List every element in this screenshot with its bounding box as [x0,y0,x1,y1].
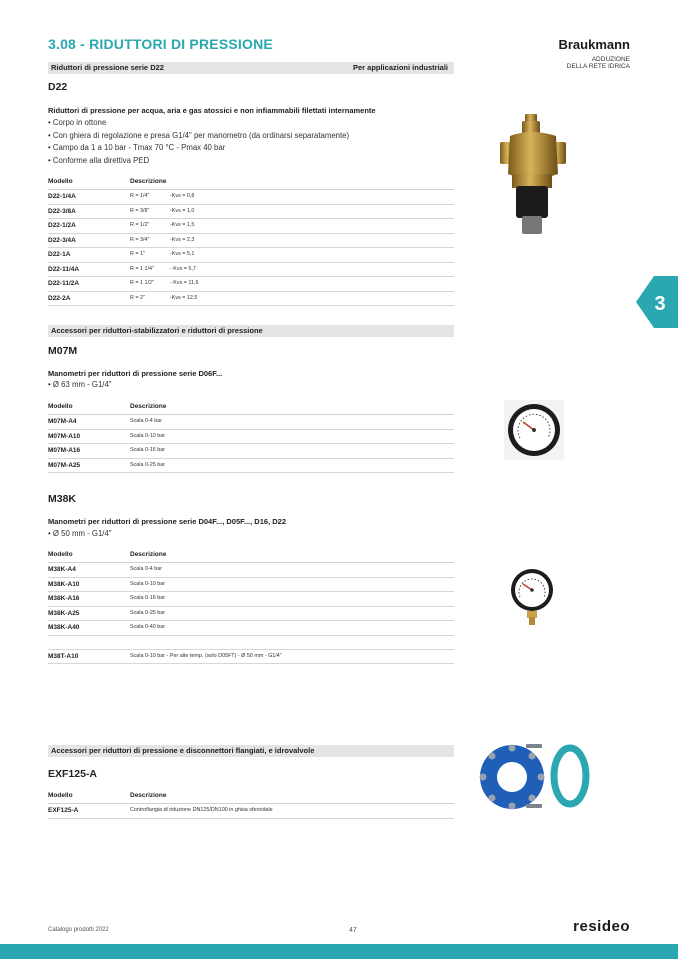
table-row [48,205,454,220]
table-row [48,578,454,593]
cell-kvs: - Kvs = 11,6 [170,280,199,286]
table-row [48,459,454,474]
section-bar-left: Accessori per riduttori di pressione e disconnettori flangiati, e idrovalvole [51,746,315,755]
cell-model: M38K-A25 [48,609,80,617]
brand-subtitle [567,56,630,70]
bullet-item: • Ø 50 mm - G1/4" [48,528,112,541]
section-bar-exf [48,745,454,757]
table-m38k [48,550,454,664]
cell-desc: Scala 0-4 bar [130,418,163,424]
table-row [48,804,454,819]
pressure-reducer-image [498,112,570,244]
cell-desc: Scala 0-40 bar [130,624,166,630]
page-title: 3.08 - RIDUTTORI DI PRESSIONE [48,36,273,52]
table-header [48,402,454,415]
cell-model: D22-3/8A [48,207,76,215]
brand-subtitle-line-2: DELLA RETE IDRICA [566,63,630,70]
table-row [48,563,454,578]
product-code-m38k: M38K [48,493,77,505]
table-header [48,177,454,190]
cell-size: R = 3/4" [130,236,150,243]
cell-size: R = 1 1/2" [130,280,154,286]
col-model-header: Modello [48,178,73,185]
cell-kvs: -Kvs = 12,5 [170,294,198,301]
table-row [48,248,454,263]
cell-model: M38T-A10 [48,652,79,660]
cell-desc: Scala 0-16 bar [130,595,166,601]
product-desc-title-m38k: Manometri per riduttori di pressione serie D04F..., D05F..., D16, D22 [48,517,286,526]
table-row [48,219,454,234]
cell-kvs: -Kvs = 1,0 [170,207,195,214]
cell-kvs: - Kvs = 5,7 [170,265,196,272]
table-row [48,607,454,622]
cell-kvs: -Kvs = 2,3 [170,236,195,243]
product-desc-title-m07m: Manometri per riduttori di pressione serie D06F... [48,369,223,378]
footer-catalog: Catalogo prodotti 2022 [48,927,109,933]
cell-model: M07M-A25 [48,461,81,469]
bullet-item: • Con ghiera di regolazione e presa G1/4" per manometro (da ordinarsi separatamente) [48,130,349,143]
col-model-header: Modello [48,403,73,410]
brand-name: Braukmann [558,37,630,52]
section-bar-d22 [48,62,454,74]
col-desc-header: Descrizione [130,792,167,799]
footer-page-number: 47 [349,927,357,934]
cell-model: M07M-A16 [48,447,81,454]
col-desc-header: Descrizione [130,403,167,410]
cell-model: M38K-A40 [48,624,80,631]
col-desc-header: Descrizione [130,551,167,558]
table-row [48,415,454,430]
col-desc-header: Descrizione [130,178,167,185]
cell-model: D22-1A [48,251,71,258]
cell-model: M38K-A16 [48,595,80,602]
cell-model: EXF125-A [48,807,79,814]
cell-model: M07M-A4 [48,418,77,425]
table-m07m [48,402,454,473]
table-row [48,292,454,307]
table-spacer-row [48,636,454,650]
bullet-item: • Conforme alla direttiva PED [48,155,349,168]
cell-desc: Scala 0-25 bar [130,609,166,616]
table-row [48,430,454,445]
cell-size: R = 2" [130,294,145,301]
cell-desc: Scala 0-10 bar [130,580,166,587]
section-bar-m07m [48,325,454,337]
product-code-exf: EXF125-A [48,768,98,780]
cell-desc: Scala 0-25 bar [130,461,166,468]
cell-size: R = 1/2" [130,222,150,228]
brand-subtitle-line-1: ADDUZIONE [591,56,630,63]
section-bar-right: Per applicazioni industriali [352,63,448,72]
cell-desc: Scala 0-16 bar [130,447,166,453]
cell-model: D22-2A [48,294,71,302]
cell-model: M38K-A10 [48,580,80,588]
cell-model: M07M-A10 [48,432,81,440]
table-row [48,190,454,205]
resideo-logo: resideo [573,918,630,935]
product-bullets-d22 [48,117,349,167]
gauge-50mm-image [508,568,556,626]
cell-desc: Scala 0-10 bar [130,432,166,439]
cell-size: R = 1 1/4" [130,265,154,272]
chapter-tab [636,276,678,328]
cell-desc: Controflangia di riduzione DN125/DN100 in ghisa sferoidale [130,807,273,813]
cell-desc: Scala 0-4 bar [130,566,163,572]
cell-model: D22-1/4A [48,193,76,200]
chapter-tab-number: 3 [654,293,666,315]
cell-kvs: -Kvs = 1,5 [170,222,195,228]
cell-size: R = 1/4" [130,193,150,199]
col-model-header: Modello [48,792,73,799]
cell-model: M38K-A4 [48,566,76,573]
flange-image [478,738,590,816]
cell-desc: Scala 0-10 bar - Per alte temp. (solo D05FT) - Ø 50 mm - G1/4" [130,652,282,659]
footer-band [0,944,678,959]
gauge-63mm-image [504,400,564,460]
table-row [48,621,454,636]
cell-size: R = 1" [130,251,145,257]
table-header [48,791,454,804]
bullet-item: • Ø 63 mm - G1/4" [48,379,112,392]
table-d22 [48,177,454,306]
table-row [48,263,454,278]
table-row [48,650,454,665]
section-bar-left: Accessori per riduttori-stabilizzatori e riduttori di pressione [51,326,263,335]
product-code-d22: D22 [48,81,68,93]
cell-model: D22-11/4A [48,265,80,273]
cell-size: R = 3/8" [130,207,150,214]
table-row [48,277,454,292]
cell-model: D22-3/4A [48,236,76,244]
product-bullets-m07m [48,379,112,392]
table-row [48,234,454,249]
bullet-item: • Corpo in ottone [48,117,349,130]
product-bullets-m38k [48,528,112,541]
cell-kvs: -Kvs = 5,1 [170,251,195,257]
product-desc-title-d22: Riduttori di pressione per acqua, aria e gas atossici e non infiammabili filettati internamente [48,106,376,115]
col-model-header: Modello [48,551,73,558]
cell-kvs: -Kvs = 0,8 [170,193,195,199]
table-exf [48,791,454,819]
bullet-item: • Campo da 1 a 10 bar - Tmax 70 °C - Pmax 40 bar [48,142,349,155]
table-header [48,550,454,563]
product-code-m07m: M07M [48,345,78,357]
cell-model: D22-11/2A [48,280,80,287]
section-bar-left: Riduttori di pressione serie D22 [51,63,164,72]
cell-model: D22-1/2A [48,222,76,229]
table-row [48,444,454,459]
table-row [48,592,454,607]
